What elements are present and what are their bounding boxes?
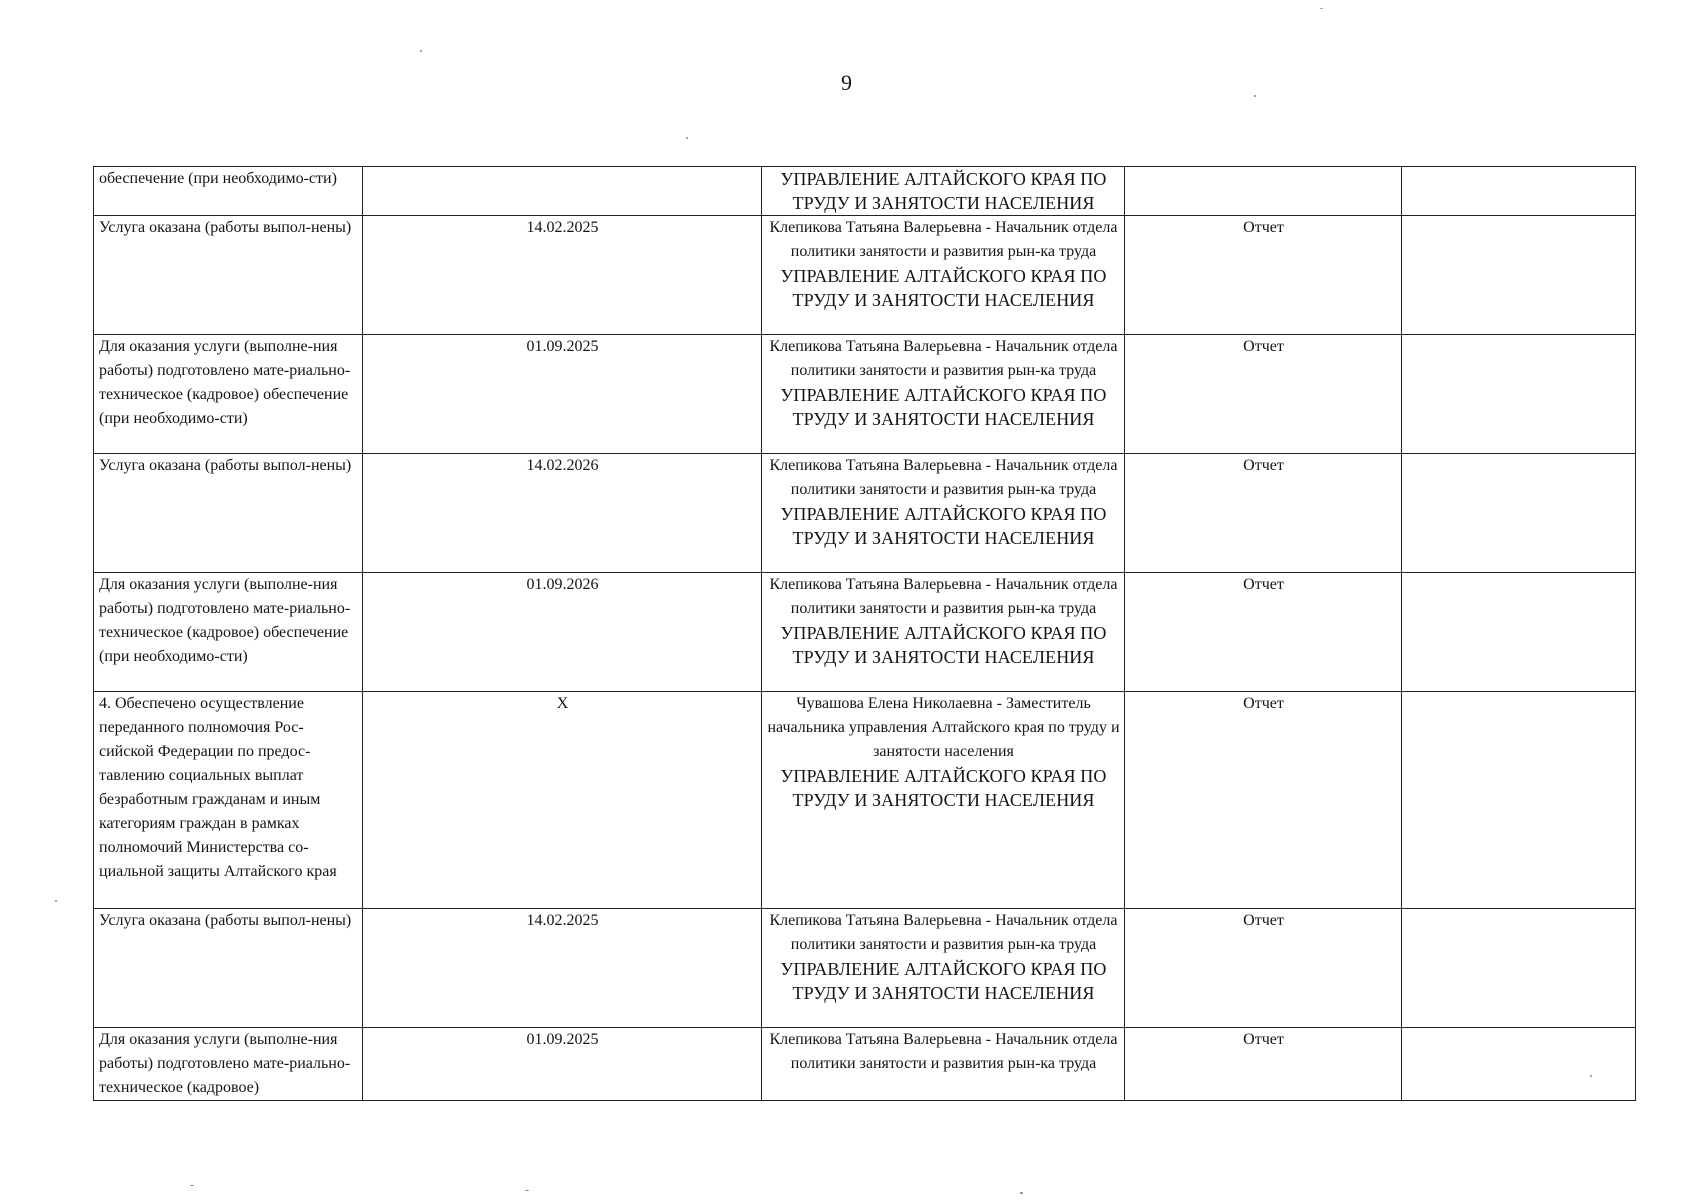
result-cell: Отчет xyxy=(1125,692,1402,909)
table-row xyxy=(94,692,1636,909)
scan-speck xyxy=(190,1185,194,1186)
responsible-cell xyxy=(762,335,1125,454)
responsible-cell xyxy=(762,573,1125,692)
date-cell: 01.09.2025 xyxy=(363,335,762,454)
event-cell: Услуга оказана (работы выпол-нены) xyxy=(94,216,363,335)
event-cell: Для оказания услуги (выполне-ния работы) подготовлено мате-риально-техническое (кадровое) обеспечение (при необходимо-сти) xyxy=(94,335,363,454)
table-row xyxy=(94,573,1636,692)
scan-speck xyxy=(1320,8,1323,9)
responsible-cell xyxy=(762,216,1125,335)
note-cell xyxy=(1402,573,1636,692)
scan-speck xyxy=(525,1190,529,1191)
note-cell xyxy=(1402,335,1636,454)
responsible-organization: УПРАВЛЕНИЕ АЛТАЙСКОГО КРАЯ ПО ТРУДУ И ЗАНЯТОСТИ НАСЕЛЕНИЯ xyxy=(780,385,1107,429)
responsible-person: Клепикова Татьяна Валерьевна - Начальник отдела политики занятости и развития рын-ка труда xyxy=(769,219,1118,260)
result-cell: Отчет xyxy=(1125,573,1402,692)
responsible-organization: УПРАВЛЕНИЕ АЛТАЙСКОГО КРАЯ ПО ТРУДУ И ЗАНЯТОСТИ НАСЕЛЕНИЯ xyxy=(780,504,1107,548)
plan-table xyxy=(93,166,1636,1101)
event-cell: Для оказания услуги (выполне-ния работы) подготовлено мате-риально-техническое (кадровое) xyxy=(94,1028,363,1101)
responsible-organization: УПРАВЛЕНИЕ АЛТАЙСКОГО КРАЯ ПО ТРУДУ И ЗАНЯТОСТИ НАСЕЛЕНИЯ xyxy=(780,266,1107,310)
responsible-person: Чувашова Елена Николаевна - Заместитель начальника управления Алтайского края по труду и занятости населения xyxy=(767,695,1120,760)
page-number: 9 xyxy=(841,70,852,95)
responsible-cell xyxy=(762,909,1125,1028)
responsible-person: Клепикова Татьяна Валерьевна - Начальник отдела политики занятости и развития рын-ка труда xyxy=(769,1031,1118,1072)
table-row xyxy=(94,216,1636,335)
responsible-cell xyxy=(762,454,1125,573)
result-cell: Отчет xyxy=(1125,909,1402,1028)
result-cell: Отчет xyxy=(1125,454,1402,573)
date-cell: 01.09.2025 xyxy=(363,1028,762,1101)
scan-speck xyxy=(686,137,688,139)
responsible-cell xyxy=(762,1028,1125,1101)
responsible-person: Клепикова Татьяна Валерьевна - Начальник отдела политики занятости и развития рын-ка труда xyxy=(769,576,1118,617)
scan-speck xyxy=(420,50,422,52)
table-row xyxy=(94,1028,1636,1101)
note-cell xyxy=(1402,454,1636,573)
note-cell xyxy=(1402,216,1636,335)
table-row xyxy=(94,167,1636,216)
scan-speck xyxy=(55,900,57,902)
event-cell: Для оказания услуги (выполне-ния работы) подготовлено мате-риально-техническое (кадровое) обеспечение (при необходимо-сти) xyxy=(94,573,363,692)
event-cell: Услуга оказана (работы выпол-нены) xyxy=(94,909,363,1028)
note-cell xyxy=(1402,1028,1636,1101)
result-cell: Отчет xyxy=(1125,1028,1402,1101)
table-row xyxy=(94,909,1636,1028)
scan-speck xyxy=(1020,1192,1023,1194)
date-cell xyxy=(363,167,762,216)
responsible-organization: УПРАВЛЕНИЕ АЛТАЙСКОГО КРАЯ ПО ТРУДУ И ЗАНЯТОСТИ НАСЕЛЕНИЯ xyxy=(780,766,1107,810)
event-cell: 4. Обеспечено осуществление переданного полномочия Рос-сийской Федерации по предос-тавлению социальных выплат безработным гражданам и иным категориям граждан в рамках полномочий Министерства со-циальной защиты Алтайского края xyxy=(94,692,363,909)
responsible-organization: УПРАВЛЕНИЕ АЛТАЙСКОГО КРАЯ ПО ТРУДУ И ЗАНЯТОСТИ НАСЕЛЕНИЯ xyxy=(780,169,1107,213)
note-cell xyxy=(1402,167,1636,216)
responsible-organization: УПРАВЛЕНИЕ АЛТАЙСКОГО КРАЯ ПО ТРУДУ И ЗАНЯТОСТИ НАСЕЛЕНИЯ xyxy=(780,623,1107,667)
responsible-person: Клепикова Татьяна Валерьевна - Начальник отдела политики занятости и развития рын-ка труда xyxy=(769,457,1118,498)
date-cell: 14.02.2026 xyxy=(363,454,762,573)
scan-speck xyxy=(1254,95,1256,97)
table-row xyxy=(94,454,1636,573)
date-cell: 14.02.2025 xyxy=(363,909,762,1028)
event-cell: Услуга оказана (работы выпол-нены) xyxy=(94,454,363,573)
event-cell: обеспечение (при необходимо-сти) xyxy=(94,167,363,216)
date-cell: 01.09.2026 xyxy=(363,573,762,692)
responsible-cell xyxy=(762,692,1125,909)
responsible-person: Клепикова Татьяна Валерьевна - Начальник отдела политики занятости и развития рын-ка труда xyxy=(769,912,1118,953)
responsible-person: Клепикова Татьяна Валерьевна - Начальник отдела политики занятости и развития рын-ка труда xyxy=(769,338,1118,379)
result-cell: Отчет xyxy=(1125,335,1402,454)
result-cell: Отчет xyxy=(1125,216,1402,335)
responsible-cell xyxy=(762,167,1125,216)
note-cell xyxy=(1402,692,1636,909)
table-row xyxy=(94,335,1636,454)
note-cell xyxy=(1402,909,1636,1028)
date-cell: X xyxy=(363,692,762,909)
result-cell xyxy=(1125,167,1402,216)
scan-speck xyxy=(1590,1075,1592,1077)
responsible-organization: УПРАВЛЕНИЕ АЛТАЙСКОГО КРАЯ ПО ТРУДУ И ЗАНЯТОСТИ НАСЕЛЕНИЯ xyxy=(780,959,1107,1003)
date-cell: 14.02.2025 xyxy=(363,216,762,335)
